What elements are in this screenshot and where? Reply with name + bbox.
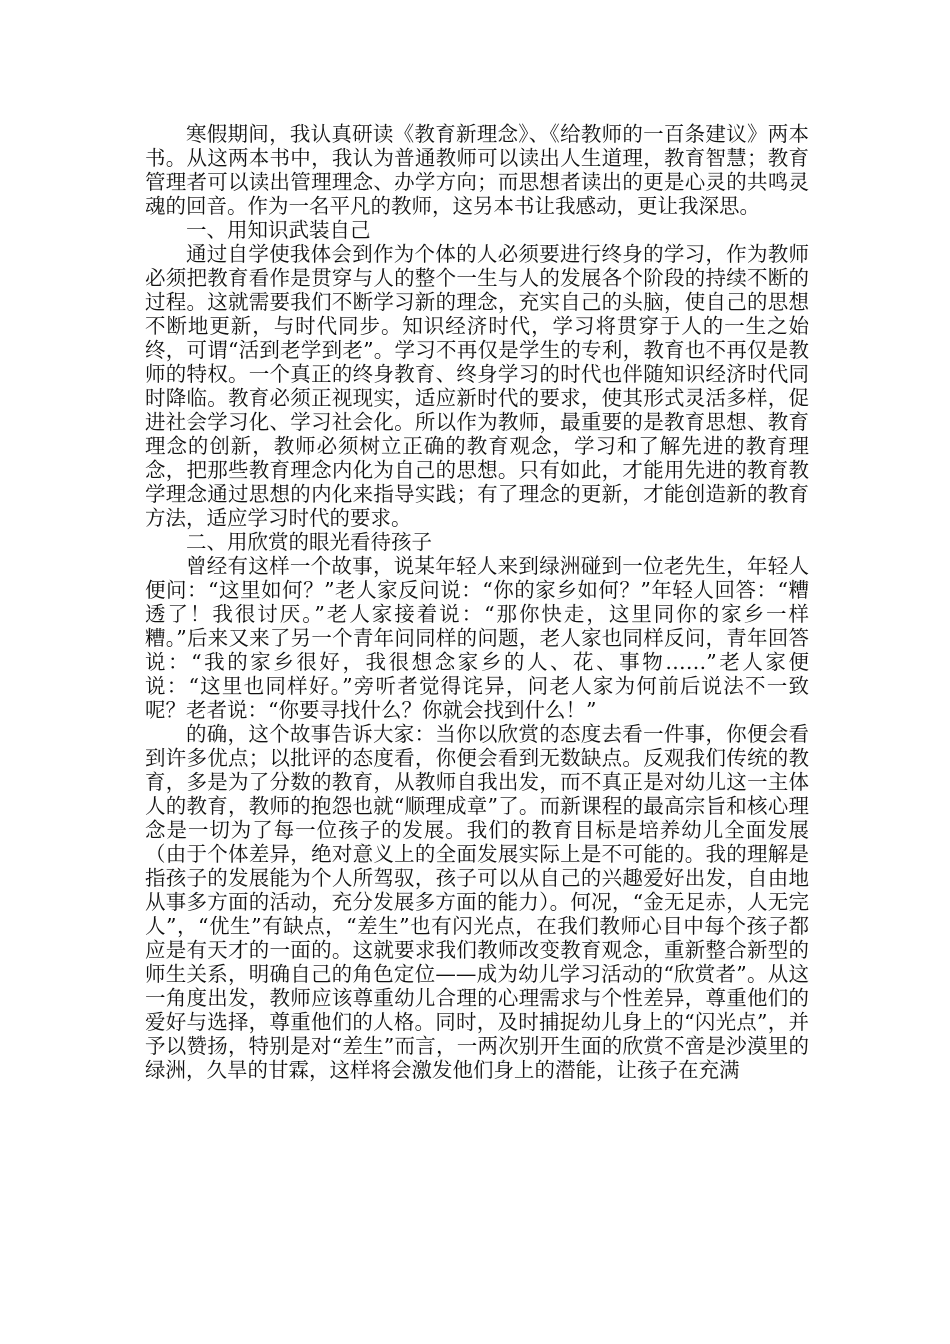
section-heading-1: 一、用知识武装自己: [186, 218, 371, 242]
document-page: [145, 122, 809, 1082]
reflection-paragraph: 的确，这个故事告诉大家：当你以欣赏的态度去看一件事，你便会看到许多优点；以批评的态度看，你便会看到无数缺点。反观我们传统的教育，多是为了分数的教育，从教师自我出发，而不真正是对幼儿这一主体人的教育，教师的抱怨也就“顺理成章”了。而新课程的最高宗旨和核心理念是一切为了每一位孩子的发展。我们的教育目标是培养幼儿全面发展（由于个体差异，绝对意义上的全面发展实际上是不可能的。我的理解是指孩子的发展能为个人所驾驭，孩子可以从自己的兴趣爱好出发，自由地从事多方面的活动，充分发展多方面的能力）。何况，“金无足赤，人无完人”，“优生”有缺点，“差生”也有闪光点，在我们教师心目中每个孩子都应是有天才的一面的。这就要求我们教师改变教育观念，重新整合新型的师生关系，明确自己的角色定位——成为幼儿学习活动的“欣赏者”。从这一角度出发，教师应该尊重幼儿合理的心理需求与个性差异，尊重他们的爱好与选择，尊重他们的人格。同时，及时捕捉幼儿身上的“闪光点”，并予以赞扬，特别是对“差生”而言，一两次别开生面的欣赏不啻是沙漠里的绿洲，久旱的甘霖，这样将会激发他们身上的潜能，让孩子在充满: [145, 722, 809, 1082]
story-paragraph: 曾经有这样一个故事，说某年轻人来到绿洲碰到一位老先生，年轻人便问：“这里如何？”老人家反问说：“你的家乡如何？”年轻人回答：“糟透了！我很讨厌。”老人家接着说：“那你快走，这里同你的家乡一样糟。”后来又来了另一个青年问同样的问题，老人家也同样反问，青年回答说：“我的家乡很好，我很想念家乡的人、花、事物……”老人家便说：“这里也同样好。”旁听者觉得诧异，问老人家为何前后说法不一致呢？老者说：“你要寻找什么？你就会找到什么！”: [145, 554, 809, 722]
section-1-paragraph: 通过自学使我体会到作为个体的人必须要进行终身的学习，作为教师必须把教育看作是贯穿与人的整个一生与人的发展各个阶段的持续不断的过程。这就需要我们不断学习新的理念，充实自己的头脑，使自己的思想不断地更新，与时代同步。知识经济时代，学习将贯穿于人的一生之始终，可谓“活到老学到老”。学习不再仅是学生的专利，教育也不再仅是教师的特权。一个真正的终身教育、终身学习的时代也伴随知识经济时代同时降临。教育必须正视现实，适应新时代的要求，使其形式灵活多样，促进社会学习化、学习社会化。所以作为教师，最重要的是教育思想、教育理念的创新，教师必须树立正确的教育观念，学习和了解先进的教育理念，把那些教育理念内化为自己的思想。只有如此，才能用先进的教育教学理念通过思想的内化来指导实践；有了理念的更新，才能创造新的教育方法，适应学习时代的要求。: [145, 242, 809, 530]
section-heading-2: 二、用欣赏的眼光看待孩子: [186, 530, 432, 554]
intro-paragraph: 寒假期间，我认真研读《教育新理念》、《给教师的一百条建议》两本书。从这两本书中，我认为普通教师可以读出人生道理，教育智慧；教育管理者可以读出管理理念、办学方向；而思想者读出的更是心灵的共鸣灵魂的回音。作为一名平凡的教师，这另本书让我感动，更让我深思。: [145, 122, 809, 218]
